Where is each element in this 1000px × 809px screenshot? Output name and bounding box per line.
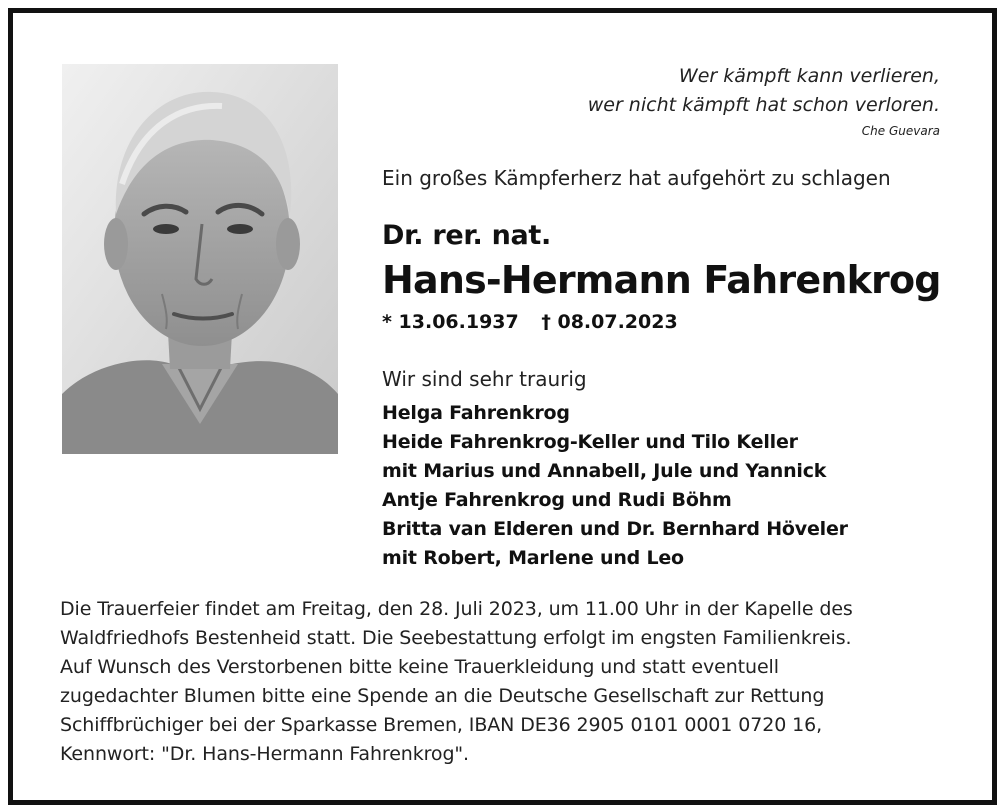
portrait-photo <box>62 64 338 454</box>
quote-author: Che Guevara <box>861 124 940 138</box>
academic-title: Dr. rer. nat. <box>382 220 551 251</box>
intro-text: Ein großes Kämpferherz hat aufgehört zu schlagen <box>382 166 891 190</box>
mourner-line: mit Marius und Annabell, Jule und Yannick <box>382 460 827 482</box>
deceased-name: Hans-Hermann Fahrenkrog <box>382 258 941 302</box>
notice-line: Kennwort: "Dr. Hans-Hermann Fahrenkrog". <box>60 743 469 765</box>
notice-line: Waldfriedhofs Bestenheid statt. Die Seebestattung erfolgt im engsten Familienkreis. <box>60 627 852 649</box>
funeral-notice <box>60 595 950 769</box>
mourner-line: Heide Fahrenkrog-Keller und Tilo Keller <box>382 431 798 453</box>
notice-line: Schiffbrüchiger bei der Sparkasse Bremen, IBAN DE36 2905 0101 0001 0720 16, <box>60 714 823 736</box>
quote-line-2: wer nicht kämpft hat schon verloren. <box>587 94 940 116</box>
mourner-line: Helga Fahrenkrog <box>382 402 570 424</box>
death-date: † 08.07.2023 <box>541 311 678 333</box>
mourner-line: Antje Fahrenkrog und Rudi Böhm <box>382 489 732 511</box>
mourning-intro: Wir sind sehr traurig <box>382 367 587 391</box>
birth-date: * 13.06.1937 <box>382 311 519 333</box>
notice-line: Auf Wunsch des Verstorbenen bitte keine Trauerkleidung und statt eventuell <box>60 656 779 678</box>
mourners-list <box>382 399 848 573</box>
quote-block <box>588 62 940 140</box>
notice-line: zugedachter Blumen bitte eine Spende an die Deutsche Gesellschaft zur Rettung <box>60 685 825 707</box>
notice-line: Die Trauerfeier findet am Freitag, den 28. Juli 2023, um 11.00 Uhr in der Kapelle des <box>60 598 853 620</box>
portrait-illustration <box>62 64 338 454</box>
quote-line-1: Wer kämpft kann verlieren, <box>678 65 940 87</box>
mourner-line: Britta van Elderen und Dr. Bernhard Höveler <box>382 518 848 540</box>
mourner-line: mit Robert, Marlene und Leo <box>382 547 684 569</box>
life-dates <box>382 311 678 333</box>
